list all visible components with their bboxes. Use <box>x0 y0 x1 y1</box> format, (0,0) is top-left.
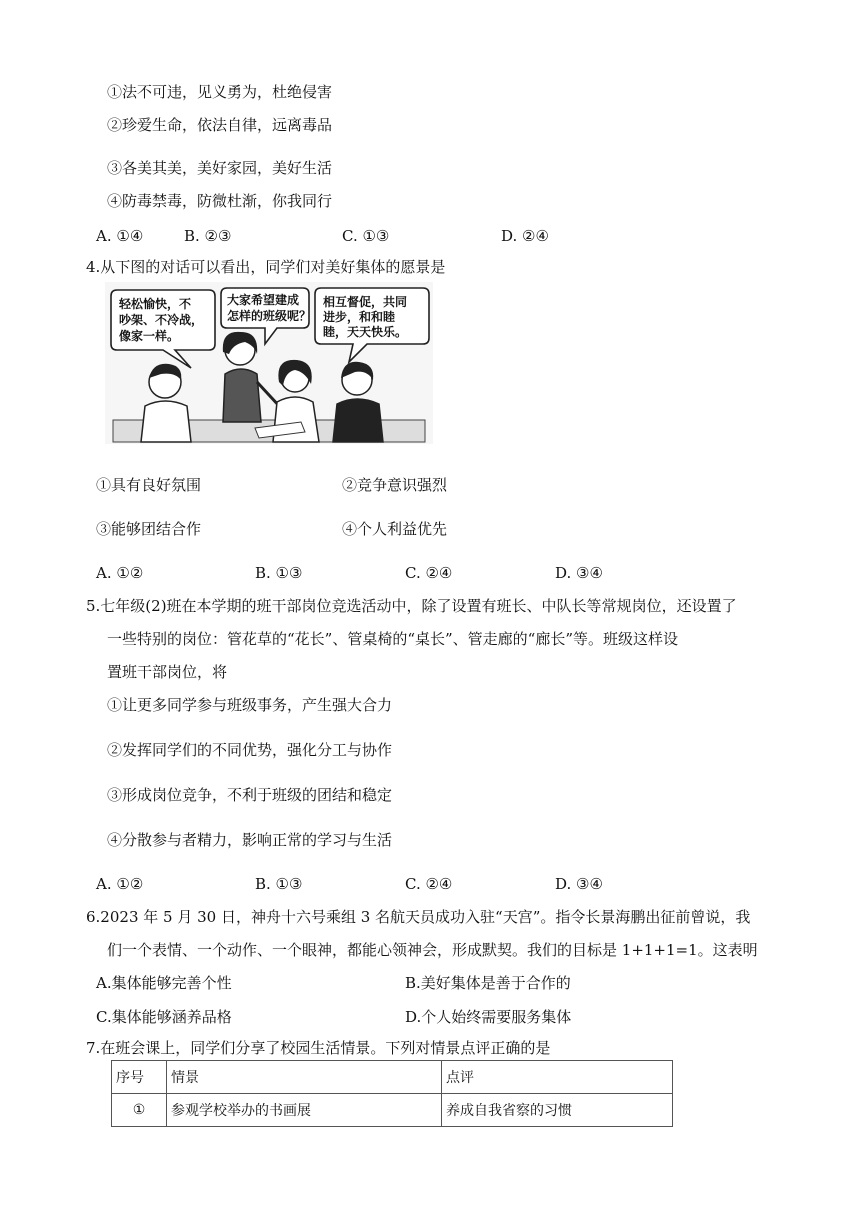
bubble-right-line-2: 进步，和和睦 <box>323 310 396 324</box>
bubble-left-line-1: 轻松愉快，不 <box>119 297 192 311</box>
q4-option-b[interactable]: B. ①③ <box>255 564 303 582</box>
table-row <box>112 1094 673 1127</box>
q4-item-1: ①具有良好氛围 <box>96 476 202 494</box>
svg-text:相互督促，共同进步，和和睦睦，天天快乐。 <box>322 294 407 339</box>
table-header-comment: 点评 <box>442 1061 673 1094</box>
q5-stem-line-3: 置班干部岗位，将 <box>107 663 228 681</box>
q5-option-b[interactable]: B. ①③ <box>255 875 303 893</box>
q6-stem-line-1: 6.2023 年 5 月 30 日，神舟十六号乘组 3 名航天员成功入驻“天宫”。指令长景海鹏出征前曾说，我 <box>86 908 751 926</box>
bubble-left-line-2: 吵架、不冷战， <box>119 313 204 327</box>
q6-option-a[interactable]: A.集体能够完善个性 <box>96 974 232 992</box>
q5-item-2: ②发挥同学们的不同优势，强化分工与协作 <box>107 741 393 759</box>
q6-option-b[interactable]: B.美好集体是善于合作的 <box>405 974 571 992</box>
table-header-scenario: 情景 <box>167 1061 442 1094</box>
bubble-middle-line-1: 大家希望建成 <box>227 293 300 307</box>
q3-item-2: ②珍爱生命，依法自律，远离毒品 <box>107 116 333 134</box>
bubble-right-line-3: 睦，天天快乐。 <box>323 325 408 339</box>
q3-option-d[interactable]: D. ②④ <box>501 227 549 245</box>
q6-option-d[interactable]: D.个人始终需要服务集体 <box>405 1008 572 1026</box>
q3-item-3: ③各美其美，美好家园，美好生活 <box>107 159 333 177</box>
q4-option-c[interactable]: C. ②④ <box>405 564 453 582</box>
q3-option-c[interactable]: C. ①③ <box>342 227 390 245</box>
q4-option-a[interactable]: A. ①② <box>96 564 144 582</box>
q5-option-c[interactable]: C. ②④ <box>405 875 453 893</box>
bubble-right-line-1: 相互督促，共同 <box>323 295 408 309</box>
q3-item-1: ①法不可违，见义勇为，杜绝侵害 <box>107 83 333 101</box>
q4-item-4: ④个人利益优先 <box>342 520 448 538</box>
table-cell-number: ① <box>112 1094 167 1127</box>
q5-item-1: ①让更多同学参与班级事务，产生强大合力 <box>107 696 393 714</box>
q5-option-d[interactable]: D. ③④ <box>555 875 603 893</box>
q5-item-3: ③形成岗位竞争，不利于班级的团结和稳定 <box>107 786 393 804</box>
q4-stem: 4.从下图的对话可以看出，同学们对美好集体的愿景是 <box>86 258 446 276</box>
q3-option-a[interactable]: A. ①④ <box>96 227 144 245</box>
q4-option-d[interactable]: D. ③④ <box>555 564 603 582</box>
table-header-row <box>112 1061 673 1094</box>
q6-option-c[interactable]: C.集体能够涵养品格 <box>96 1008 232 1026</box>
table-cell-comment: 养成自我省察的习惯 <box>442 1094 673 1127</box>
bubble-middle-line-2: 怎样的班级呢？ <box>227 309 312 323</box>
q4-item-3: ③能够团结合作 <box>96 520 202 538</box>
q5-stem-line-2: 一些特别的岗位：管花草的“花长”、管桌椅的“桌长”、管走廊的“廊长”等。班级这样设 <box>107 630 679 648</box>
table-cell-scenario: 参观学校举办的书画展 <box>167 1094 442 1127</box>
q5-stem-line-1: 5.七年级(2)班在本学期的班干部岗位竞选活动中，除了设置有班长、中队长等常规岗位，还设置了 <box>86 597 737 615</box>
classroom-dialogue-illustration <box>105 282 433 444</box>
q3-item-4: ④防毒禁毒，防微杜渐，你我同行 <box>107 192 333 210</box>
q5-item-4: ④分散参与者精力，影响正常的学习与生活 <box>107 831 393 849</box>
q3-option-b[interactable]: B. ②③ <box>184 227 232 245</box>
scenario-table <box>111 1060 673 1127</box>
bubble-left-line-3: 像家一样。 <box>119 329 180 343</box>
table-header-number: 序号 <box>112 1061 167 1094</box>
q5-option-a[interactable]: A. ①② <box>96 875 144 893</box>
q6-stem-line-2: 们一个表情、一个动作、一个眼神，都能心领神会，形成默契。我们的目标是 1+1+1=1。这表明 <box>107 941 758 959</box>
q7-stem: 7.在班会课上，同学们分享了校园生活情景。下列对情景点评正确的是 <box>86 1039 551 1057</box>
q4-item-2: ②竞争意识强烈 <box>342 476 448 494</box>
